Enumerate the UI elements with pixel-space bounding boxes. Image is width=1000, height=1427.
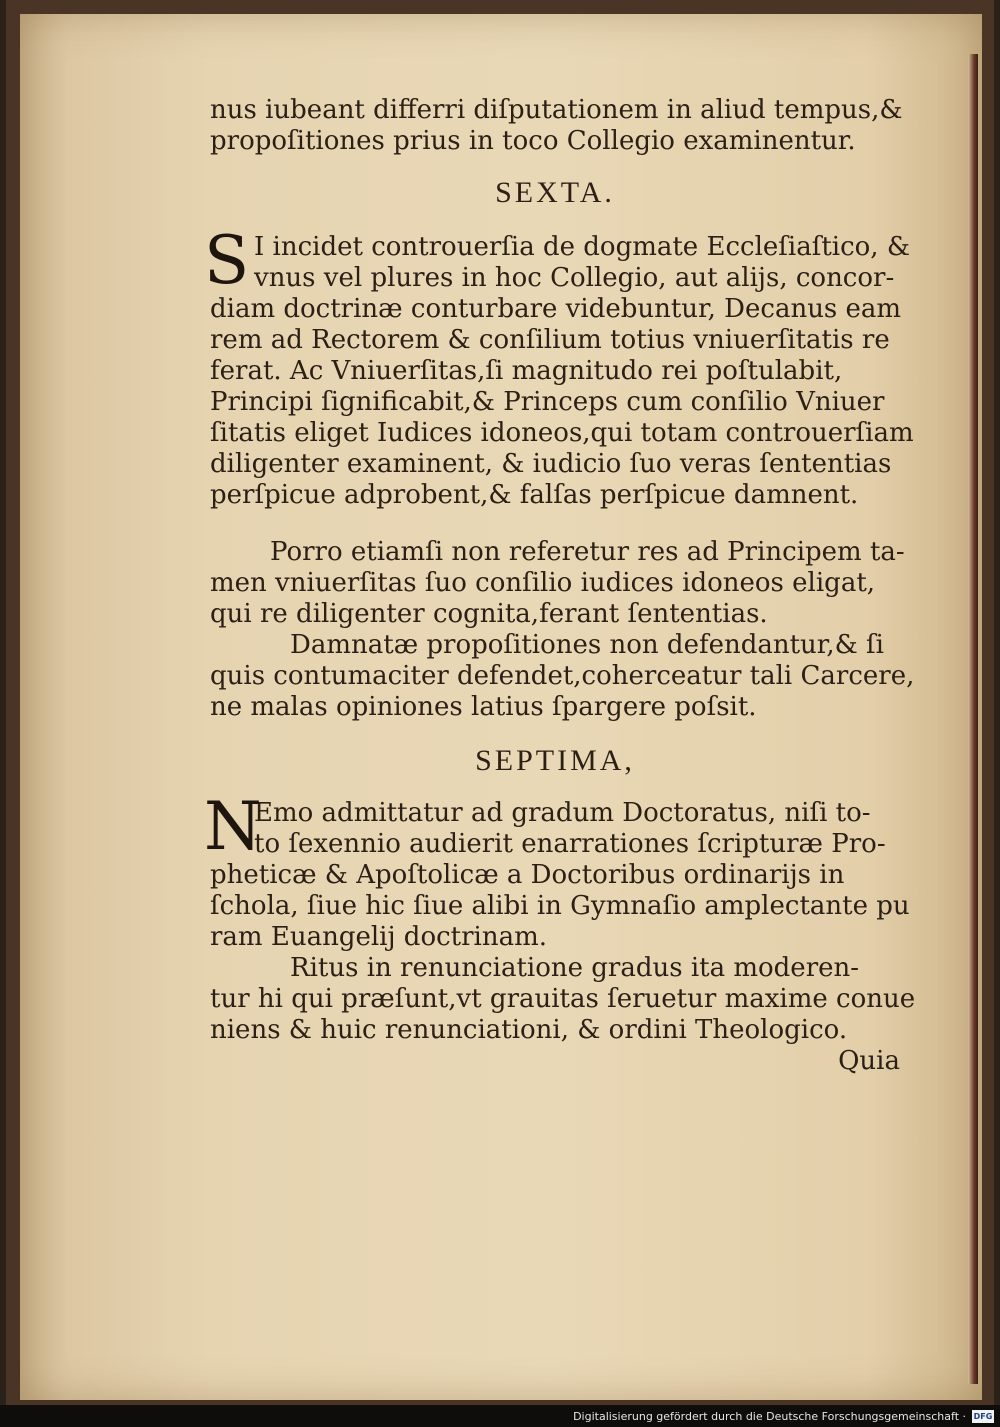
section-heading-septima: SEPTIMA,	[475, 744, 635, 777]
text-line: men vniuerſitas ſuo conſilio iudices idoneos eligat,	[210, 568, 876, 598]
footer-credit: Digitalisierung gefördert durch die Deutsche Forschungsgemeinschaft ·	[573, 1410, 966, 1423]
text-line: diligenter examinent, & iudicio ſuo veras ſententias	[210, 449, 892, 479]
text-line: perſpicue adprobent,& falſas perſpicue damnent.	[210, 480, 859, 510]
text-line: ſchola, ſiue hic ſiue alibi in Gymnaſio amplectante pu	[210, 891, 910, 921]
sexta-paragraph-2	[210, 537, 905, 630]
footer-bar	[0, 1405, 1000, 1427]
text-line: Emo admittatur ad gradum Doctoratus, niſi to-	[254, 798, 871, 828]
text-line: ne malas opiniones latius ſpargere poſsit.	[210, 692, 757, 722]
dfg-logo-icon: DFG	[973, 1412, 993, 1421]
page-edge	[968, 54, 978, 1384]
sexta-paragraph-3	[210, 630, 915, 723]
top-paragraph	[210, 95, 903, 157]
text-line: Ritus in renunciatione gradus ita moderen-	[290, 953, 860, 983]
text-line: I incidet controuerſia de dogmate Eccleſiaſtico, &	[254, 232, 910, 262]
text-block	[204, 95, 916, 1077]
text-line: ram Euangelij doctrinam.	[210, 922, 548, 952]
catchword: Quia	[838, 1046, 900, 1076]
text-line: tur hi qui præſunt,vt grauitas ſeruetur maxime conue	[210, 984, 916, 1014]
text-line: Porro etiamſi non referetur res ad Principem ta-	[270, 537, 905, 567]
text-line: rem ad Rectorem & conſilium totius vniuerſitatis re	[210, 325, 890, 355]
sexta-paragraph-1	[204, 222, 910, 299]
text-line: to ſexennio audierit enarrationes ſcripturæ Pro-	[254, 829, 886, 859]
text-line: propoſitiones prius in toco Collegio examinentur.	[210, 126, 856, 156]
text-line: vnus vel plures in hoc Collegio, aut alijs, concor-	[254, 263, 895, 293]
text-line: nus iubeant differri diſputationem in aliud tempus,&	[210, 95, 903, 125]
text-line: qui re diligenter cognita,ferant ſententias.	[210, 599, 768, 629]
text-line: Principi ſignificabit,& Princeps cum conſilio Vniuer	[210, 387, 885, 417]
text-line: ferat. Ac Vniuerſitas,ſi magnitudo rei poſtulabit,	[210, 356, 843, 386]
drop-cap: N	[204, 788, 262, 865]
text-line: pheticæ & Apoſtolicæ a Doctoribus ordinarijs in	[210, 860, 845, 890]
septima-paragraph-1-cont	[210, 860, 910, 953]
section-heading-sexta: SEXTA.	[495, 176, 615, 209]
drop-cap: S	[204, 222, 250, 299]
septima-paragraph-2	[210, 953, 916, 1046]
sexta-paragraph-1-cont	[210, 294, 914, 511]
septima-paragraph-1	[204, 788, 900, 865]
text-line: diam doctrinæ conturbare videbuntur, Decanus eam	[210, 294, 902, 324]
text-line: Damnatæ propoſitiones non defendantur,& ſi	[290, 630, 884, 660]
catchword-row	[210, 1046, 900, 1077]
text-line: ſitatis eliget Iudices idoneos,qui totam controuerſiam	[210, 418, 914, 448]
text-line: quis contumaciter defendet,coherceatur tali Carcere,	[210, 661, 915, 691]
text-line: niens & huic renunciationi, & ordini Theologico.	[210, 1015, 848, 1045]
